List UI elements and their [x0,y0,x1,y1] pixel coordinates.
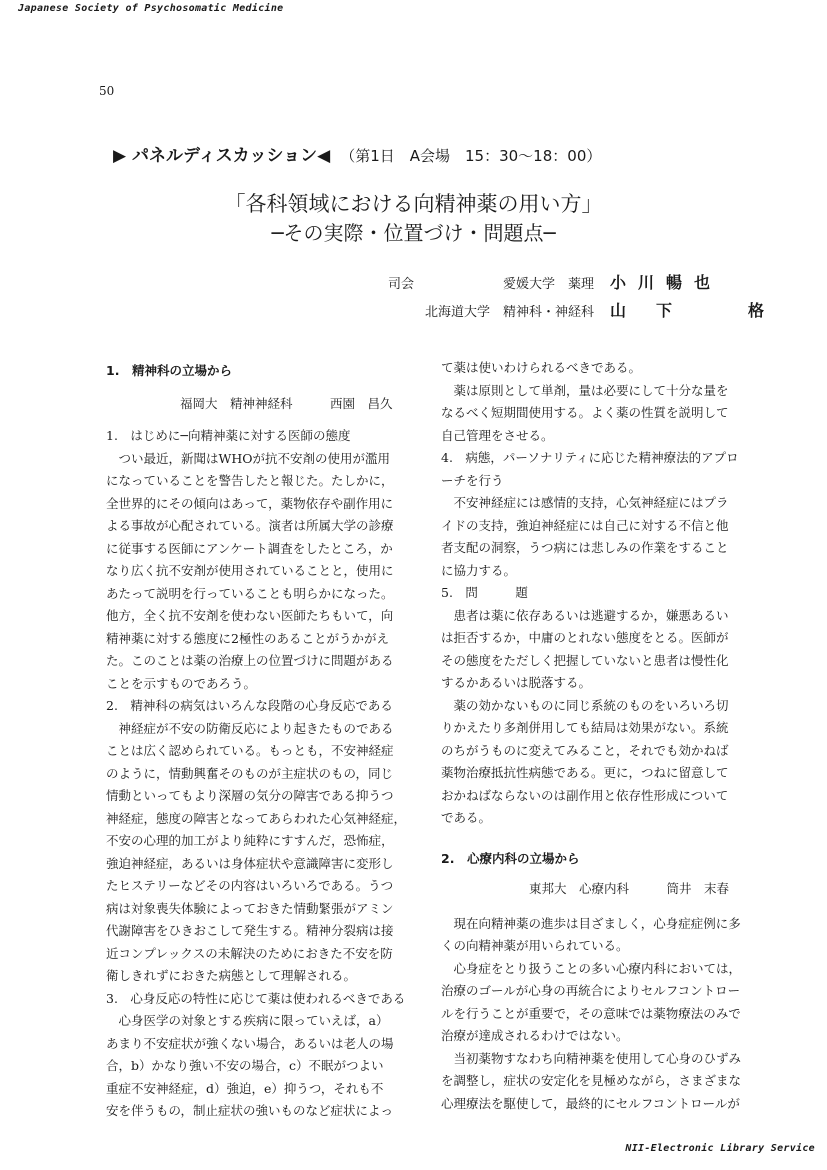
author-line: 福岡大 精神神経科 西園 昌久 [180,395,393,411]
right-body-bottom [441,913,761,1116]
text-line: ことを示すものであろう。 [106,675,257,691]
right-body-top [441,357,761,830]
text-line: なるべく短期間使用する。よく薬の性質を説明して [441,405,729,420]
journal-header: Japanese Society of Psychosomatic Medicine [18,3,284,14]
text-line: 治療のゴールが心身の再統合によりセルフコントロー [441,983,741,998]
text-line: のちがうものに変えてみること，それでも効かねば [441,742,729,758]
text-line: 自己管理をさせる。 [441,427,554,443]
text-line: 4. 病態，パーソナリティに応じた精神療法的アプロ [441,450,739,465]
text-line: に従事する医師にアンケート調査をしたところ，か [106,540,393,556]
panel-heading-label: ▶ パネルディスカッション◀ [113,146,331,166]
text-line: その態度をただしく把握していないと患者は慢性化 [441,652,729,668]
text-line: 薬の効かないものに同じ系統のものをいろいろ切 [441,697,729,713]
text-line: つい最近，新聞はWHOが抗不安剤の使用が濫用 [106,450,390,466]
text-line: 薬物治療抵抗性病態である。更に，つねに留意して [441,765,729,780]
text-line: 心身医学の対象とする疾病に限っていえば，a） [106,1013,389,1028]
text-line: 心理療法を駆使して，最終的にセルフコントロールが [441,1095,740,1111]
text-line: になっていることを警告したと報じた。たしかに， [106,473,394,488]
text-line: 不安の心理的加工がより純粋にすすんだ，恐怖症， [106,833,394,848]
text-line: 薬は原則として単剤，量は必要にして十分な量を [441,382,729,398]
section-heading: 1. 精神科の立場から [106,363,232,378]
chair2-name [610,298,794,321]
chair-label: 司会 [388,277,415,292]
text-line: 1. はじめに─向精神薬に対する医師の態度 [106,428,351,443]
right-column [441,357,761,1115]
page-title: 「各科領域における向精神薬の用い方」 [224,192,603,216]
text-line: 当初薬物すなわち向精神薬を使用して心身のひずみ [441,1050,742,1066]
text-line: て薬は使いわけられるべきである。 [441,360,642,375]
text-line: よる事故が心配されている。演者は所属大学の診療 [106,518,394,533]
chair2-name-text: 山下 格 [610,301,795,320]
text-line: 心身症をとり扱うことの多い心療内科においては， [441,960,742,976]
text-line: ことは広く認められている。もっとも，不安神経症 [106,743,394,758]
text-line: 治療が達成されるわけではない。 [441,1028,629,1043]
text-line: に協力する。 [441,562,517,578]
author-line: 東邦大 心療内科 筒井 末春 [529,881,730,896]
text-line: くの向精神薬が用いられている。 [441,938,629,953]
text-line: 神経症が不安の防衛反応により起きたものである [106,720,394,736]
footer-service: NII-Electronic Library Service [625,1143,815,1154]
text-line: 者支配の洞察，うつ病には悲しみの作業をすること [441,540,729,555]
text-line: は拒否するか，中庸のとれない態度をとる。医師が [441,630,729,645]
text-line: 全世界的にその傾向はあって，薬物依存や副作用に [106,495,394,511]
text-line: りかえたり多剤併用しても結局は効果がない。系統 [441,720,729,735]
text-line: た。このことは薬の治療上の位置づけに問題がある [106,653,394,668]
text-line: 患者は薬に依存あるいは逃避するか，嫌悪あるい [441,607,729,623]
page-subtitle: ─その実際・位置づけ・問題点─ [271,221,556,245]
text-line: 近コンプレックスの未解決のためにおきた不安を防 [106,945,393,961]
section-heading: 2. 心療内科の立場から [441,850,580,866]
text-line: である。 [441,810,492,825]
text-line: 他方，全く抗不安剤を使わない医師たちもいて，向 [106,608,394,623]
text-line: あまり不安症状が強くない場合，あるいは老人の場 [106,1035,394,1051]
text-line: ーチを行う [441,472,504,488]
chair2-affiliation: 北海道大学 精神科・神経科 [425,305,595,320]
text-line: 5. 問 題 [441,585,528,600]
text-line: あたって説明を行っていることも明らかになった。 [106,585,394,601]
text-line: 精神薬に対する態度に2極性のあることがうかがえ [106,630,389,646]
chair1-name [610,270,722,293]
text-line: 現在向精神薬の進歩は目ざましく，心身症症例に多 [441,915,741,931]
text-line: するかあるいは脱落する。 [441,675,592,690]
text-line: イドの支持，強迫神経症には自己に対する不信と他 [441,517,729,533]
page-number: 50 [99,84,115,98]
text-line: 病は対象喪失体験によっておきた情動緊張がアミン [106,900,394,916]
text-line: 安を伴うもの，制止症状の強いものなど症状によっ [106,1103,394,1118]
text-line: のように，情動興奮そのものが主症状のもの，同じ [106,765,394,781]
text-line: を調整し，症状の安定化を見極めながら，さまざまな [441,1073,742,1088]
text-line: 2. 精神科の病気はいろんな段階の心身反応である [106,698,393,713]
text-line: たヒステリーなどその内容はいろいろである。うつ [106,878,394,893]
text-line: 衛しきれずにおきた病態として理解される。 [106,968,357,983]
text-line: 重症不安神経症，d）強迫，e）抑うつ，それも不 [106,1080,384,1096]
chair1-affiliation: 愛媛大学 薬理 [503,277,595,292]
text-line: なり広く抗不安剤が使用されていることと，使用に [106,563,394,578]
text-line: ルを行うことが重要で，その意味では薬物療法のみで [441,1005,741,1021]
text-line: 合，b）かなり強い不安の場合，c）不眠がつよい [106,1058,384,1073]
text-line: 不安神経症には感情的支持，心気神経症にはプラ [441,495,729,510]
panel-heading [113,141,601,166]
text-line: 情動といってもより深層の気分の障害である抑うつ [106,788,394,803]
text-line: おかねばならないのは副作用と依存性形成について [441,787,729,803]
text-line: 神経症，態度の障害となってあらわれた心気神経症， [106,810,407,826]
text-line: 代謝障害をひきおこして発生する。精神分裂病は接 [106,923,394,938]
left-column [106,360,426,1123]
text-line: 強迫神経症，あるいは身体症状や意識障害に変形し [106,855,394,871]
left-body [106,425,426,1123]
text-line: 3. 心身反応の特性に応じて薬は使われるべきである [106,990,406,1006]
chair1-name-text: 小川暢也 [610,273,723,292]
panel-time: （第1日 A会場 15：30〜18：00） [340,147,602,165]
